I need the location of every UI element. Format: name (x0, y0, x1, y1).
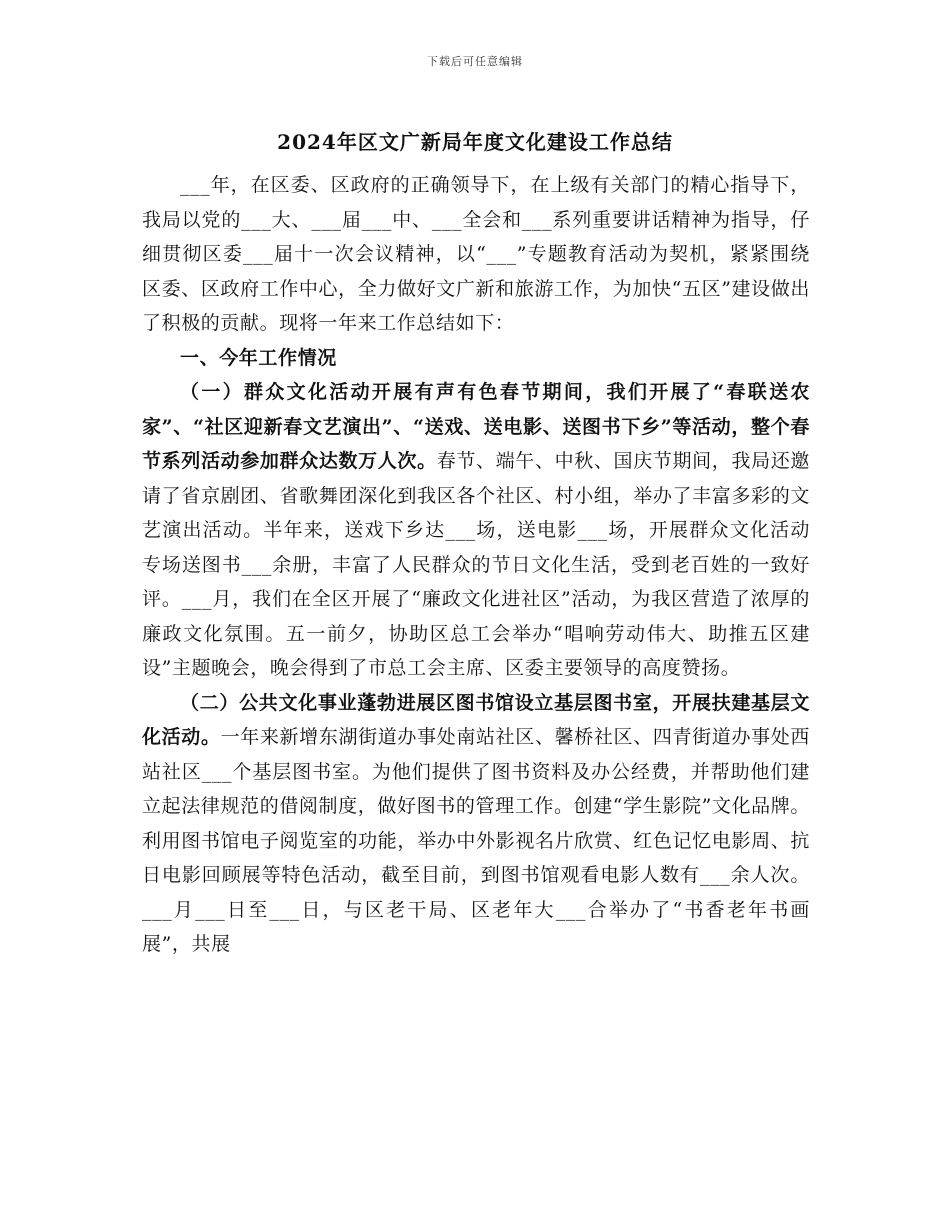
paragraph-public-culture (142, 686, 810, 962)
intro-paragraph: ___年，在区委、区政府的正确领导下，在上级有关部门的精心指导下，我局以党的___大、___届___中、___全会和___系列重要讲话精神为指导，仔细贯彻区委___届十一次会议精神，以“___”专题教育活动为契机，紧紧围绕区委、区政府工作中心，全力做好文广新和旅游工作，为加快“五区”建设做出了积极的贡献。现将一年来工作总结如下： (142, 174, 810, 334)
paragraph-mass-culture (142, 375, 810, 686)
paragraph-text: 一年来新增东湖街道办事处南站社区、馨桥社区、四青街道办事处西站社区___个基层图书室。为他们提供了图书资料及办公经费，并帮助他们建立起法律规范的借阅制度，做好图书的管理工作。创建“学生影院”文化品牌。利用图书馆电子阅览室的功能，举办中外影视名片欣赏、红色记忆电影周、抗日电影回顾展等特色活动，截至目前，到图书馆观看电影人数有___余人次。___月___日至___日，与区老干局、区老年大___合举办了“书香老年书画展”，共展 (142, 726, 810, 955)
paragraph-lead-bold: （一）群众文化活动开展有声有色春节期间，我们开展了“春联送农家”、“社区迎新春文艺演出”、“送戏、送电影、送图书下乡”等活动，整个春节系列活动参加群众达数万人次。 (142, 381, 810, 472)
document-title: 2024年区文广新局年度文化建设工作总结 (277, 130, 673, 154)
header-note: 下载后可任意编辑 (427, 55, 523, 68)
document-body (142, 168, 810, 962)
paragraph-text: 春节、端午、中秋、国庆节期间，我局还邀请了省京剧团、省歌舞团深化到我区各个社区、村小组，举办了丰富多彩的文艺演出活动。半年来，送戏下乡达___场，送电影___场，开展群众文化活动专场送图书___余册，丰富了人民群众的节日文化生活，受到老百姓的一致好评。___月，我们在全区开展了“廉政文化进社区”活动，为我区营造了浓厚的廉政文化氛围。五一前夕，协助区总工会举办“唱响劳动伟大、助推五区建设”主题晚会，晚会得到了市总工会主席、区委主要领导的高度赞扬。 (142, 450, 810, 679)
section-heading: 一、今年工作情况 (180, 346, 337, 369)
paragraph-lead-bold: （二）公共文化事业蓬勃进展区图书馆设立基层图书室，开展扶建基层文化活动。 (142, 691, 810, 748)
